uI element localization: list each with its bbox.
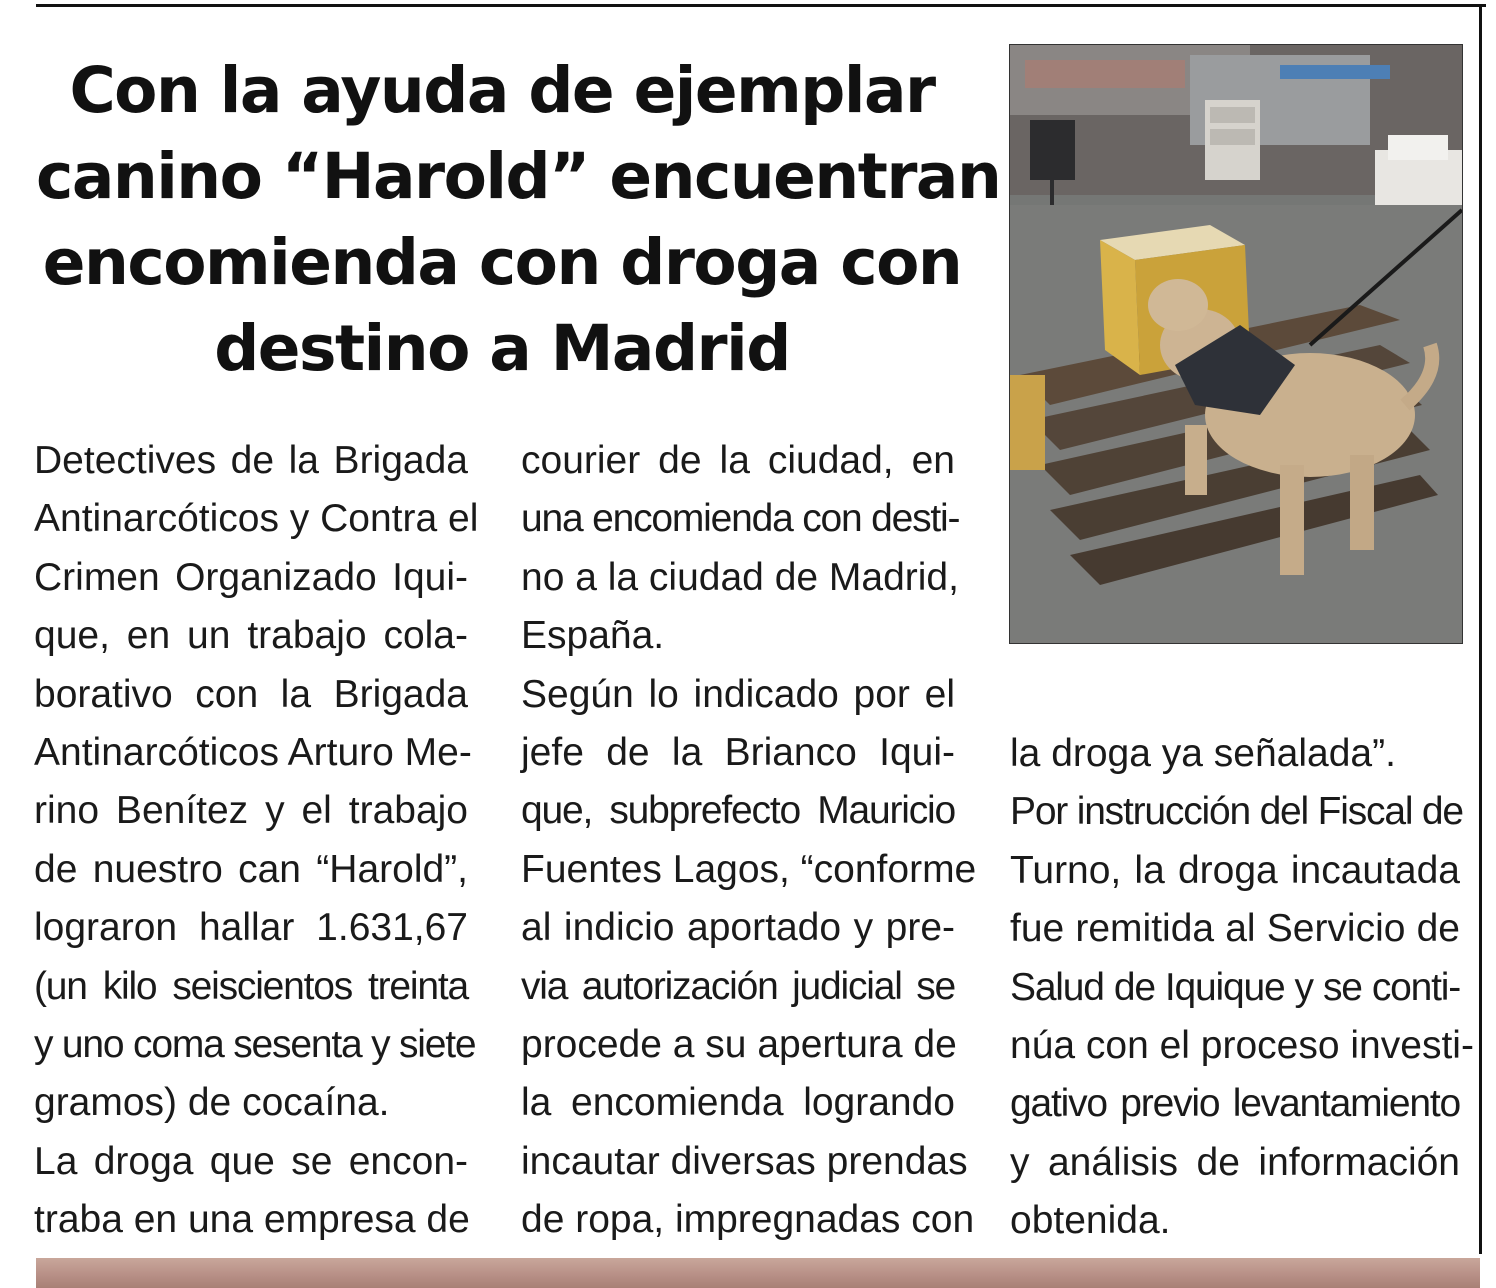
text-line: al indicio aportado y pre-	[521, 906, 955, 950]
article-column-2	[521, 432, 977, 1250]
text-line: gativo previo levantamiento	[1010, 1082, 1460, 1126]
right-rule	[1479, 4, 1482, 1254]
headline	[36, 48, 1001, 392]
text-line: Turno, la droga incautada	[1010, 848, 1460, 892]
article-column-3	[1010, 725, 1474, 1251]
headline-line: destino a Madrid	[214, 312, 790, 385]
text-line: gramos) de cocaína.	[34, 1081, 390, 1125]
text-line: que, subprefecto Mauricio	[521, 789, 955, 833]
text-line: Por instrucción del Fiscal de	[1010, 790, 1463, 834]
text-line: courier de la ciudad, en	[521, 439, 955, 482]
text-line: una encomienda con desti-	[521, 497, 960, 541]
text-line: Salud de Iquique y se conti-	[1010, 965, 1460, 1009]
text-line: núa con el proceso investi-	[1010, 1024, 1474, 1068]
text-line: no a la ciudad de Madrid,	[521, 555, 959, 599]
article-column-1	[34, 432, 479, 1250]
text-line: y análisis de información	[1010, 1140, 1460, 1184]
text-line: Crimen Organizado Iqui-	[34, 555, 468, 599]
text-line: España.	[521, 614, 665, 658]
text-line: y uno coma sesenta y siete	[34, 1023, 476, 1067]
text-line: la droga ya señalada”.	[1010, 732, 1396, 775]
text-line: rino Benítez y el trabajo	[34, 789, 468, 833]
text-line: jefe de la Brianco Iqui-	[521, 731, 955, 775]
text-line: de nuestro can “Harold”,	[34, 847, 468, 891]
text-line: Antinarcóticos Arturo Me-	[34, 731, 472, 775]
photo-illustration	[1010, 45, 1462, 643]
headline-line: canino “Harold” encuentran	[36, 140, 1001, 213]
text-line: incautar diversas prendas	[521, 1139, 968, 1183]
text-line: que, en un trabajo cola-	[34, 614, 468, 658]
text-line: lograron hallar 1.631,67	[34, 906, 468, 950]
dog-sniffing-package-photo	[1009, 44, 1463, 644]
text-line: borativo con la Brigada	[34, 672, 468, 716]
text-line: Fuentes Lagos, “conforme	[521, 847, 977, 891]
text-line: Detectives de la Brigada	[34, 439, 468, 482]
text-line: La droga que se encon-	[34, 1139, 468, 1183]
headline-line: Con la ayuda de ejemplar	[69, 54, 935, 127]
text-line: obtenida.	[1010, 1199, 1171, 1243]
text-line: fue remitida al Servicio de	[1010, 907, 1460, 951]
text-line: Antinarcóticos y Contra el	[34, 497, 479, 541]
text-line: (un kilo seiscientos treinta	[34, 964, 468, 1008]
text-line: Según lo indicado por el	[521, 672, 955, 716]
text-line: via autorización judicial se	[521, 964, 955, 1008]
next-article-image-strip	[36, 1258, 1480, 1288]
text-line: la encomienda logrando	[521, 1081, 955, 1125]
text-line: de ropa, impregnadas con	[521, 1198, 975, 1242]
text-line: traba en una empresa de	[34, 1198, 470, 1242]
headline-line: encomienda con droga con	[42, 226, 962, 299]
top-rule	[36, 4, 1486, 7]
text-line: procede a su apertura de	[521, 1023, 957, 1067]
